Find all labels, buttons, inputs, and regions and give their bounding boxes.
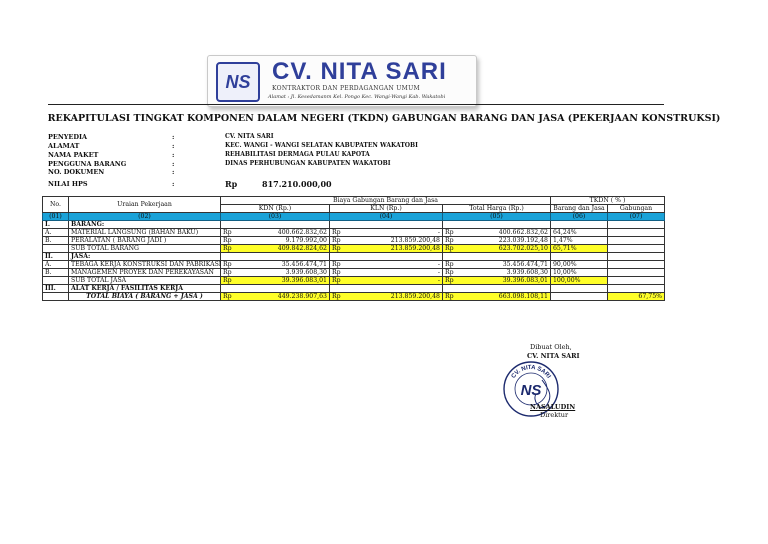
kdn-value: 9.179.992,00: [231, 237, 330, 245]
row-label: JASA:: [69, 253, 221, 261]
currency-label: Rp: [443, 293, 453, 301]
row-label: SUB TOTAL JASA: [69, 277, 221, 285]
header-biaya: Biaya Gabungan Barang dan Jasa: [221, 197, 551, 205]
signature-made-by: Dibuat Oleh,: [530, 343, 572, 351]
info-colon: :: [172, 151, 175, 159]
row-label: MANAGEMEN PROYEK DAN PEREKAYASAN: [69, 269, 221, 277]
column-number: (04): [330, 213, 443, 221]
table-row: [43, 229, 665, 237]
table-header-row: [43, 197, 665, 205]
company-subtitle: KONTRAKTOR DAN PERDAGANGAN UMUM: [272, 85, 420, 92]
info-label-dokumen: NO. DOKUMEN: [48, 168, 105, 176]
tkdn-barang-jasa: 10,00%: [551, 269, 608, 277]
header-total: Total Harga (Rp.): [443, 205, 551, 213]
kln-value: 213.859.200,48: [340, 237, 443, 245]
info-colon: :: [172, 168, 175, 176]
row-label: TOTAL BIAYA ( BARANG + JASA ): [69, 293, 221, 301]
currency-label: Rp: [330, 269, 340, 277]
tkdn-barang-jasa: 100,00%: [551, 277, 608, 285]
company-name: CV. NITA SARI: [272, 58, 447, 85]
company-address: Alamat : Jl. Kesedamanm Kel. Pongo Kec. Wangi-Wangi Kab. Wakatobi: [268, 94, 446, 100]
table-row: [43, 285, 665, 293]
currency-label: Rp: [443, 229, 453, 237]
currency-label: Rp: [443, 237, 453, 245]
column-number: (05): [443, 213, 551, 221]
svg-text:CV. NITA SARI: [511, 365, 552, 380]
table-row: [43, 221, 665, 229]
header-kln: KLN (Rp.): [330, 205, 443, 213]
currency-label: Rp: [221, 261, 231, 269]
total-value: 400.662.832,62: [453, 229, 551, 237]
letterhead: [207, 55, 477, 107]
kdn-value: 400.662.832,62: [231, 229, 330, 237]
tkdn-gabungan: [608, 237, 665, 245]
info-value-penyedia: CV. NITA SARI: [225, 133, 274, 140]
total-value: 623.702.025,10: [453, 245, 551, 253]
info-colon: :: [172, 160, 175, 168]
signature-company: CV. NITA SARI: [527, 352, 580, 360]
kdn-value: 409.842.824,62: [231, 245, 330, 253]
info-label-alamat: ALAMAT: [48, 142, 80, 150]
total-value: 223.039.192,48: [453, 237, 551, 245]
total-value: 663.098.108,11: [453, 293, 551, 301]
row-no: A.: [43, 229, 69, 237]
tkdn-gabungan: 67,75%: [608, 293, 665, 301]
header-no: No.: [43, 197, 69, 213]
tkdn-gabungan: [608, 229, 665, 237]
kdn-value: 449.238.907,63: [231, 293, 330, 301]
table-row: [43, 237, 665, 245]
header-gabungan: Gabungan: [608, 205, 665, 213]
currency-label: Rp: [443, 269, 453, 277]
total-row: [43, 293, 665, 301]
subtotal-row: [43, 277, 665, 285]
tkdn-barang-jasa: 65,71%: [551, 245, 608, 253]
row-no: B.: [43, 269, 69, 277]
table-row: [43, 269, 665, 277]
kdn-value: 35.456.474,71: [231, 261, 330, 269]
currency-label: Rp: [330, 261, 340, 269]
kln-value: -: [340, 229, 443, 237]
currency-label: Rp: [330, 293, 340, 301]
info-colon: :: [172, 142, 175, 150]
info-value-alamat: KEC. WANGI - WANGI SELATAN KABUPATEN WAKATOBI: [225, 142, 418, 149]
total-value: 3.939.608,30: [453, 269, 551, 277]
hps-value: 817.210.000,00: [262, 179, 332, 189]
row-label: ALAT KERJA / FASILITAS KERJA: [69, 285, 221, 293]
currency-label: Rp: [443, 245, 453, 253]
tkdn-gabungan: [608, 245, 665, 253]
row-no: III.: [43, 285, 69, 293]
table-row: [43, 261, 665, 269]
total-value: 39.396.083,01: [453, 277, 551, 285]
kln-value: -: [340, 269, 443, 277]
row-no: I.: [43, 221, 69, 229]
kdn-value: 39.396.083,01: [231, 277, 330, 285]
header-uraian: Uraian Pekerjaan: [69, 197, 221, 213]
header-barang-jasa: Barang dan Jasa: [551, 205, 608, 213]
currency-label: Rp: [443, 261, 453, 269]
info-colon: :: [172, 180, 175, 188]
kln-value: 213.859.200,48: [340, 245, 443, 253]
column-number-row: [43, 213, 665, 221]
stamp-text: CV. NITA SARI: [510, 364, 552, 380]
header-tkdn: TKDN ( % ): [551, 197, 665, 205]
row-no: A.: [43, 261, 69, 269]
info-label-penyedia: PENYEDIA: [48, 133, 88, 141]
column-number: (07): [608, 213, 665, 221]
kln-value: 213.859.200,48: [340, 293, 443, 301]
currency-label: Rp: [330, 277, 340, 285]
document-title: REKAPITULASI TINGKAT KOMPONEN DALAM NEGERI (TKDN) GABUNGAN BARANG DAN JASA (PEKERJAAN KONSTRUKSI): [47, 113, 721, 124]
currency-label: Rp: [443, 277, 453, 285]
column-number: (03): [221, 213, 330, 221]
kln-value: -: [340, 261, 443, 269]
currency-label: Rp: [330, 245, 340, 253]
currency-label: Rp: [221, 237, 231, 245]
tkdn-gabungan: [608, 277, 665, 285]
column-number: (01): [43, 213, 69, 221]
company-logo: NS: [216, 62, 260, 102]
currency-label: Rp: [330, 229, 340, 237]
row-label: MATERIAL LANGSUNG (BAHAN BAKU): [69, 229, 221, 237]
row-label: PERALATAN ( BARANG JADI ): [69, 237, 221, 245]
tkdn-barang-jasa: [551, 293, 608, 301]
column-number: (02): [69, 213, 221, 221]
stamp-monogram: NS: [520, 382, 542, 399]
subtotal-row: [43, 245, 665, 253]
row-no: II.: [43, 253, 69, 261]
tkdn-gabungan: [608, 269, 665, 277]
currency-label: Rp: [330, 237, 340, 245]
column-number: (06): [551, 213, 608, 221]
currency-label: Rp: [221, 277, 231, 285]
currency-label: Rp: [221, 269, 231, 277]
kdn-value: 3.939.608,30: [231, 269, 330, 277]
info-label-hps: NILAI HPS: [48, 180, 88, 188]
table-row: [43, 253, 665, 261]
tkdn-gabungan: [608, 261, 665, 269]
currency-label: Rp: [221, 245, 231, 253]
row-label: TEBAGA KERJA KONSTRUKSI DAN PABRIKASI: [69, 261, 221, 269]
row-label: SUB TOTAL BARANG: [69, 245, 221, 253]
row-no: B.: [43, 237, 69, 245]
info-label-pengguna: PENGGUNA BARANG: [48, 160, 127, 168]
header-kdn: KDN (Rp.): [221, 205, 330, 213]
signatory-role: Direktur: [540, 411, 569, 419]
tkdn-barang-jasa: 1,47%: [551, 237, 608, 245]
kln-value: -: [340, 277, 443, 285]
signatory-name: NASALUDIN: [530, 403, 576, 411]
currency-label: Rp: [221, 293, 231, 301]
header-divider: [48, 104, 664, 105]
row-label: BARANG:: [69, 221, 221, 229]
tkdn-recap-table: [42, 196, 665, 301]
info-value-paket: REHABILITASI DERMAGA PULAU KAPOTA: [225, 151, 370, 158]
hps-currency: Rp: [225, 179, 238, 189]
info-value-pengguna: DINAS PERHUBUNGAN KABUPATEN WAKATOBI: [225, 160, 391, 167]
info-colon: :: [172, 133, 175, 141]
tkdn-barang-jasa: 90,00%: [551, 261, 608, 269]
total-value: 35.456.474,71: [453, 261, 551, 269]
tkdn-barang-jasa: 64,24%: [551, 229, 608, 237]
currency-label: Rp: [221, 229, 231, 237]
info-label-paket: NAMA PAKET: [48, 151, 99, 159]
